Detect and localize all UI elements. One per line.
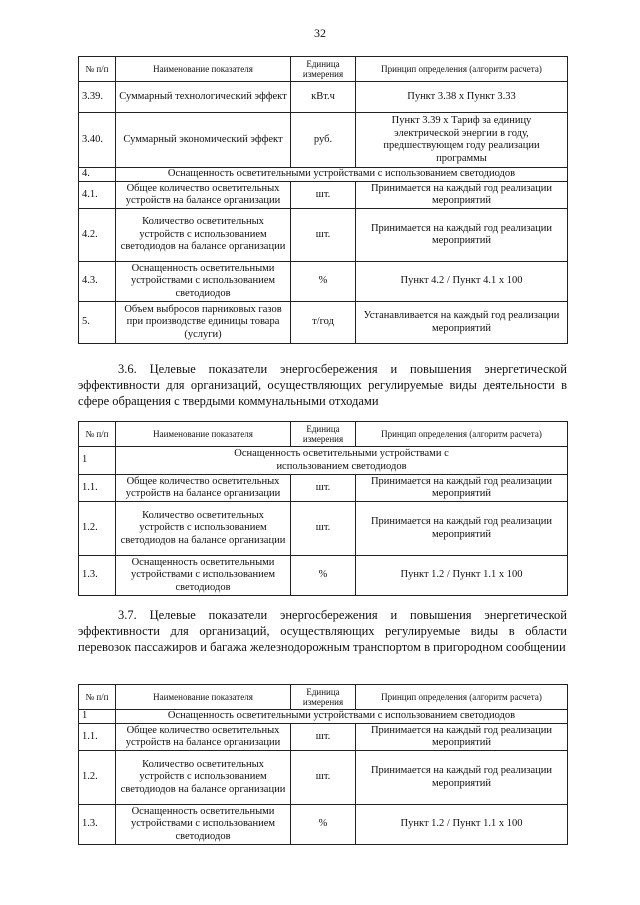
table-row [79,302,568,344]
indicators-table-3 [78,684,568,845]
table-row [79,262,568,302]
table-header-row [79,422,568,447]
row-num: 3.39. [79,82,116,113]
row-unit: руб. [291,113,356,168]
row-name: Оснащенность осветительными устройствами с использованием светодиодов [116,262,291,302]
row-principle: Пункт 4.2 / Пункт 4.1 х 100 [356,262,568,302]
row-name: Суммарный технологический эффект [116,82,291,113]
row-num: 3.40. [79,113,116,168]
row-principle: Принимается на каждый год реализации мероприятий [356,209,568,262]
row-principle: Принимается на каждый год реализации мероприятий [356,475,568,502]
row-principle: Пункт 1.2 / Пункт 1.1 х 100 [356,805,568,845]
row-unit: % [291,262,356,302]
header-num: № п/п [79,422,116,447]
row-name: Общее количество осветительных устройств на балансе организации [116,724,291,751]
row-name: Оснащенность осветительными устройствами с использованием светодиодов [116,805,291,845]
header-name: Наименование показателя [116,422,291,447]
table-section-row [79,447,568,475]
table-row [79,556,568,596]
table-header-row [79,685,568,710]
header-num: № п/п [79,57,116,82]
table-row [79,751,568,805]
header-unit: Единица измерения [291,57,356,82]
table-section-row [79,168,568,182]
table-row [79,209,568,262]
row-num: 4.3. [79,262,116,302]
row-principle: Принимается на каждый год реализации мероприятий [356,751,568,805]
row-unit: шт. [291,724,356,751]
row-principle: Принимается на каждый год реализации мероприятий [356,502,568,556]
header-principle: Принцип определения (алгоритм расчета) [356,57,568,82]
header-unit: Единица измерения [291,685,356,710]
table-header-row [79,57,568,82]
row-num: 5. [79,302,116,344]
row-name: Оснащенность осветительными устройствами с использованием светодиодов [116,556,291,596]
row-principle: Пункт 3.38 х Пункт 3.33 [356,82,568,113]
row-principle: Пункт 1.2 / Пункт 1.1 х 100 [356,556,568,596]
row-unit: шт. [291,502,356,556]
row-principle: Пункт 3.39 х Тариф за единицу электрической энергии в году, предшествующем году реализации программы [356,113,568,168]
table-row [79,82,568,113]
section-3-7-paragraph: 3.7. Целевые показатели энергосбережения и повышения энергетической эффективности для организаций, осуществляющих регулируемые виды в области перевозок пассажиров и багажа железнодорожным транспортом в пригородном сообщении [78,608,567,654]
table-row [79,724,568,751]
row-unit: шт. [291,182,356,209]
header-principle: Принцип определения (алгоритм расчета) [356,422,568,447]
row-num: 4.2. [79,209,116,262]
row-name: Суммарный экономический эффект [116,113,291,168]
table-row [79,182,568,209]
row-name: Количество осветительных устройств с использованием светодиодов на балансе организации [116,751,291,805]
row-name: Количество осветительных устройств с использованием светодиодов на балансе организации [116,209,291,262]
row-unit: т/год [291,302,356,344]
row-unit: шт. [291,209,356,262]
row-principle: Устанавливается на каждый год реализации мероприятий [356,302,568,344]
indicators-table-2 [78,421,568,596]
table-row [79,475,568,502]
row-num: 1 [79,447,116,475]
row-unit: % [291,805,356,845]
row-unit: % [291,556,356,596]
row-num: 1.2. [79,502,116,556]
row-name: Объем выбросов парниковых газов при производстве единицы товара (услуги) [116,302,291,344]
row-num: 1.2. [79,751,116,805]
row-num: 1.1. [79,724,116,751]
table-row [79,502,568,556]
row-num: 1.1. [79,475,116,502]
row-name: Количество осветительных устройств с использованием светодиодов на балансе организации [116,502,291,556]
header-unit: Единица измерения [291,422,356,447]
row-principle: Принимается на каждый год реализации мероприятий [356,724,568,751]
table-row [79,113,568,168]
row-unit: кВт.ч [291,82,356,113]
row-num: 1.3. [79,805,116,845]
header-name: Наименование показателя [116,57,291,82]
row-name: Общее количество осветительных устройств на балансе организации [116,475,291,502]
indicators-table-1 [78,56,568,344]
row-num: 4.1. [79,182,116,209]
table-section-row [79,710,568,724]
row-unit: шт. [291,751,356,805]
header-num: № п/п [79,685,116,710]
row-unit: шт. [291,475,356,502]
row-name: Общее количество осветительных устройств на балансе организации [116,182,291,209]
section-title: Оснащенность осветительными устройствами с использованием светодиодов [116,447,568,475]
section-title: Оснащенность осветительными устройствами с использованием светодиодов [116,710,568,724]
section-title: Оснащенность осветительными устройствами с использованием светодиодов [116,168,568,182]
header-name: Наименование показателя [116,685,291,710]
row-num: 1.3. [79,556,116,596]
row-num: 4. [79,168,116,182]
section-3-6-paragraph: 3.6. Целевые показатели энергосбережения и повышения энергетической эффективности для организаций, осуществляющих регулируемые виды деятельности в сфере обращения с твердыми коммунальными отходами [78,362,567,408]
table-row [79,805,568,845]
row-principle: Принимается на каждый год реализации мероприятий [356,182,568,209]
page-number: 32 [314,26,326,40]
header-principle: Принцип определения (алгоритм расчета) [356,685,568,710]
row-num: 1 [79,710,116,724]
